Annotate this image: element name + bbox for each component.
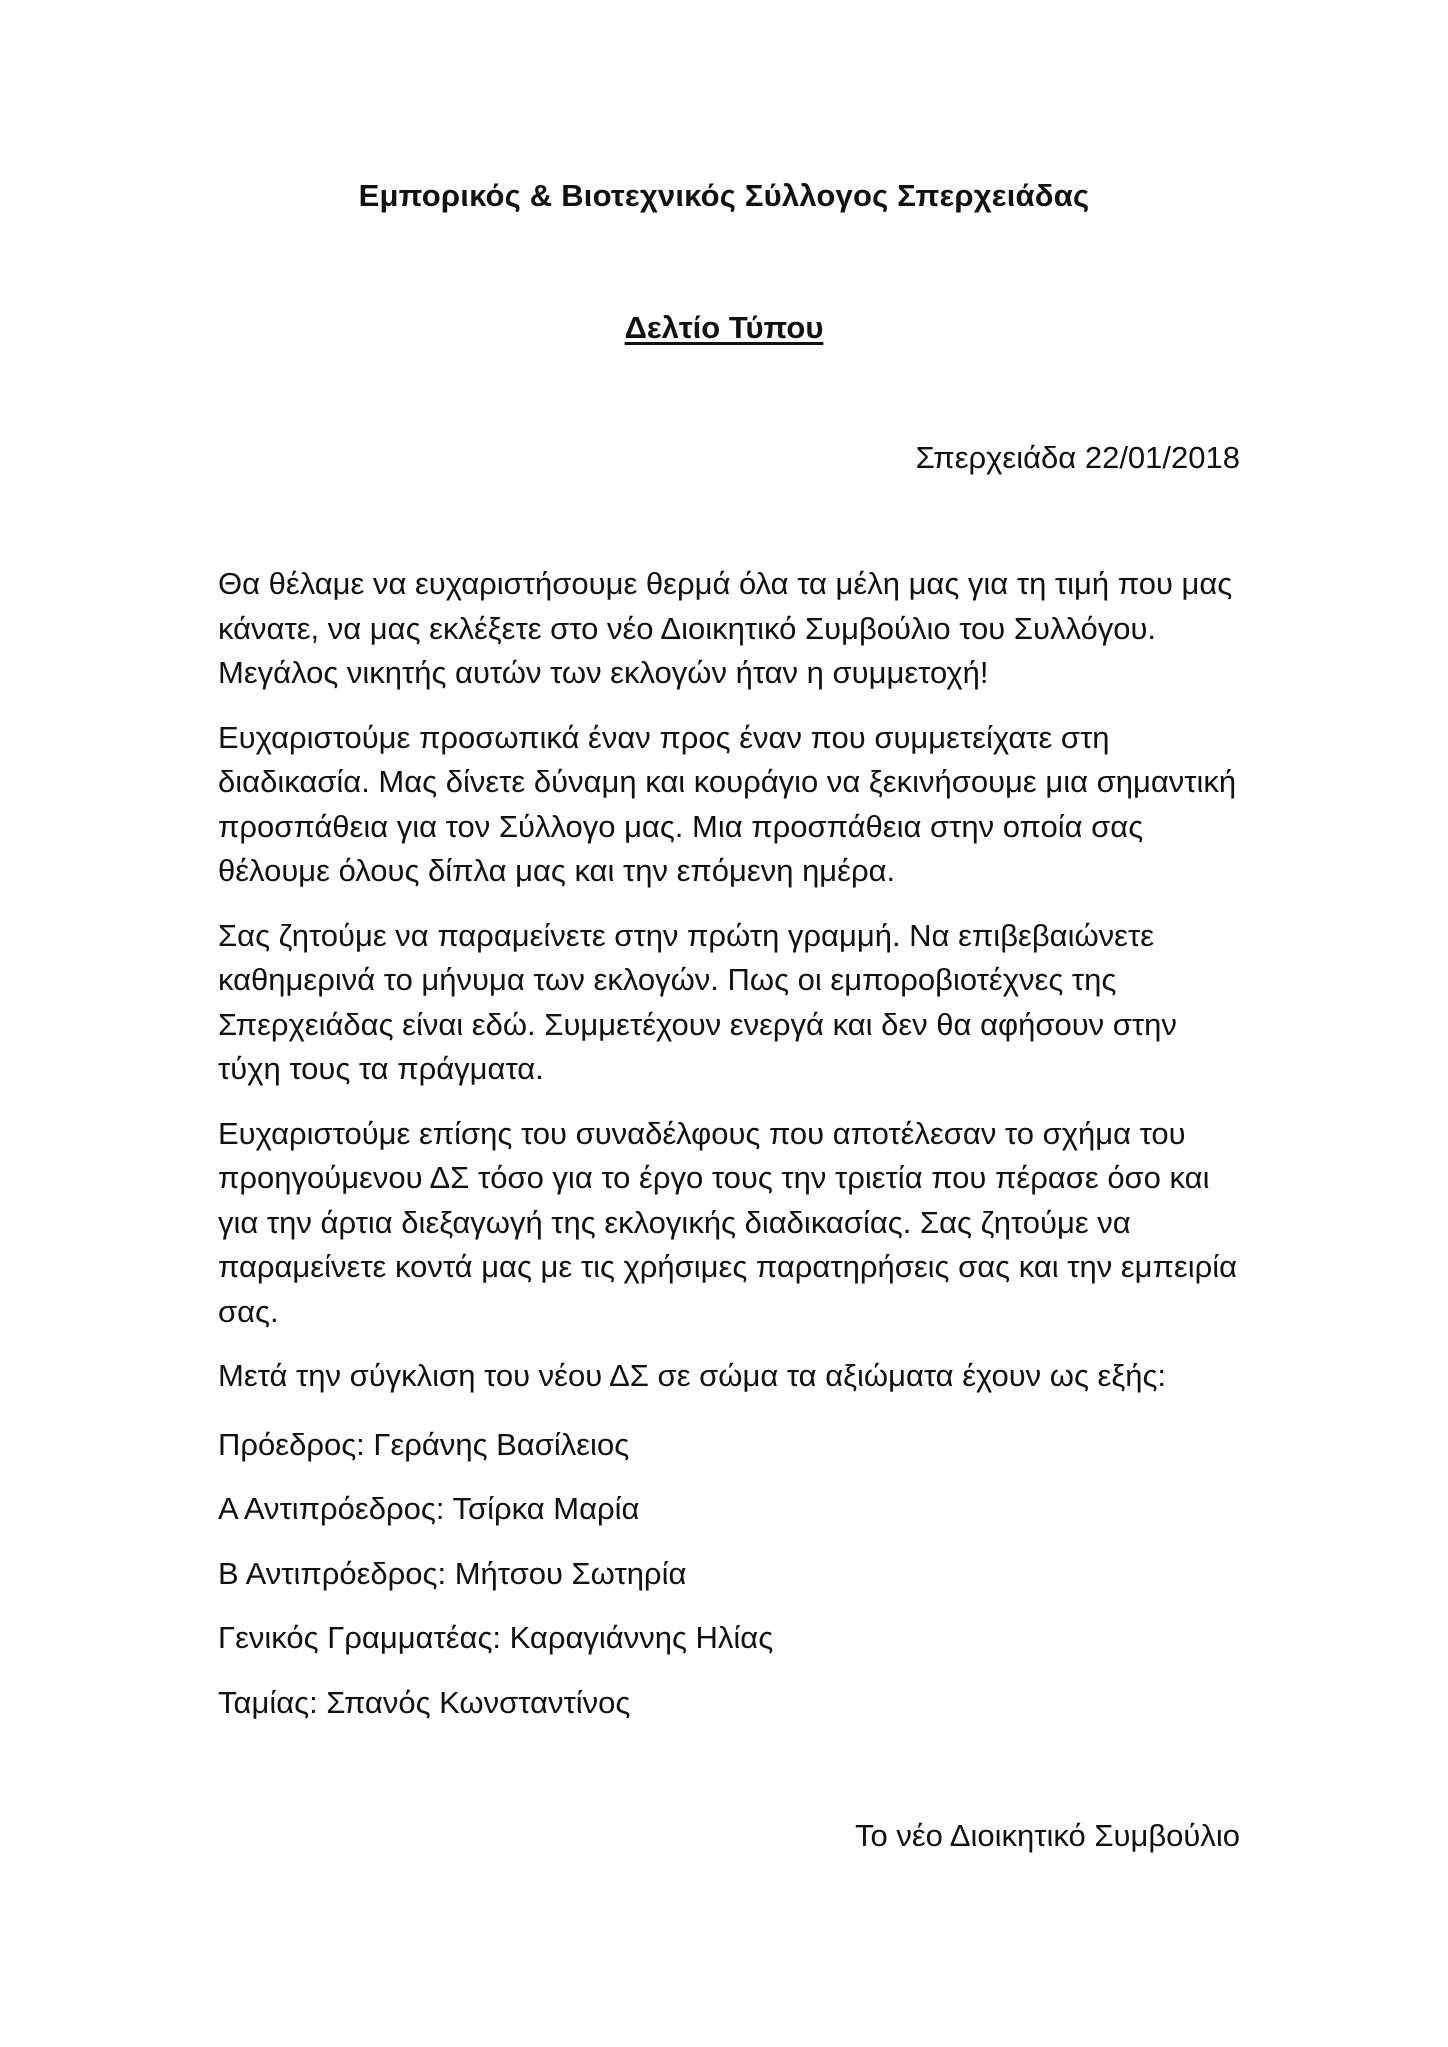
board-role-vice-president-b: Β Αντιπρόεδρος: Μήτσου Σωτηρία [218,1555,687,1591]
place-date: Σπερχειάδα 22/01/2018 [915,440,1240,475]
signature: Το νέο Διοικητικό Συμβούλιο [854,1818,1240,1853]
paragraph-previous-board: Ευχαριστούμε επίσης του συναδέλφους που αποτέλεσαν το σχήμα του προηγούμενου ΔΣ τόσο για το έργο τους την τριετία που πέρασε όσο και για την άρτια διεξαγωγή της εκλογικής διαδικασίας. Σας ζητούμε να παραμείνετε κοντά μας με τις χρήσιμες παρατηρήσεις σας και την εμπειρία σας. [218,1115,1238,1329]
paragraph-thanks: Θα θέλαμε να ευχαριστήσουμε θερμά όλα τα μέλη μας για τη τιμή που μας κάνατε, να μας εκλέξετε στο νέο Διοικητικό Συμβούλιο του Συλλόγου. Μεγάλος νικητής αυτών των εκλογών ήταν η συμμετοχή! [218,566,1233,690]
paragraph-front-line: Σας ζητούμε να παραμείνετε στην πρώτη γραμμή. Να επιβεβαιώνετε καθημερινά το μήνυμα των εκλογών. Πως οι εμποροβιοτέχνες της Σπερχειάδας είναι εδώ. Συμμετέχουν ενεργά και δεν θα αφήσουν στην τύχη τους τα πράγματα. [218,917,1177,1086]
board-role-vice-president-a: Α Αντιπρόεδρος: Τσίρκα Μαρία [218,1491,640,1526]
board-intro: Μετά την σύγκλιση του νέου ΔΣ σε σώμα τα αξιώματα έχουν ως εξής: [218,1358,1167,1393]
board-role-treasurer: Ταμίας: Σπανός Κωνσταντίνος [218,1684,631,1720]
board-role-secretary: Γενικός Γραμματέας: Καραγιάννης Ηλίας [218,1620,774,1655]
press-release-body [218,562,1240,1745]
document-title: Δελτίο Τύπου [624,310,824,345]
organization-name: Εμπορικός & Βιοτεχνικός Σύλλογος Σπερχειάδας [358,178,1090,213]
board-role-president: Πρόεδρος: Γεράνης Βασίλειος [218,1426,630,1462]
paragraph-participation: Ευχαριστούμε προσωπικά έναν προς έναν που συμμετείχατε στη διαδικασία. Μας δίνετε δύναμη και κουράγιο να ξεκινήσουμε μια σημαντική προσπάθεια για τον Σύλλογο μας. Μια προσπάθεια στην οποία σας θέλουμε όλους δίπλα μας και την επόμενη ημέρα. [218,719,1237,888]
